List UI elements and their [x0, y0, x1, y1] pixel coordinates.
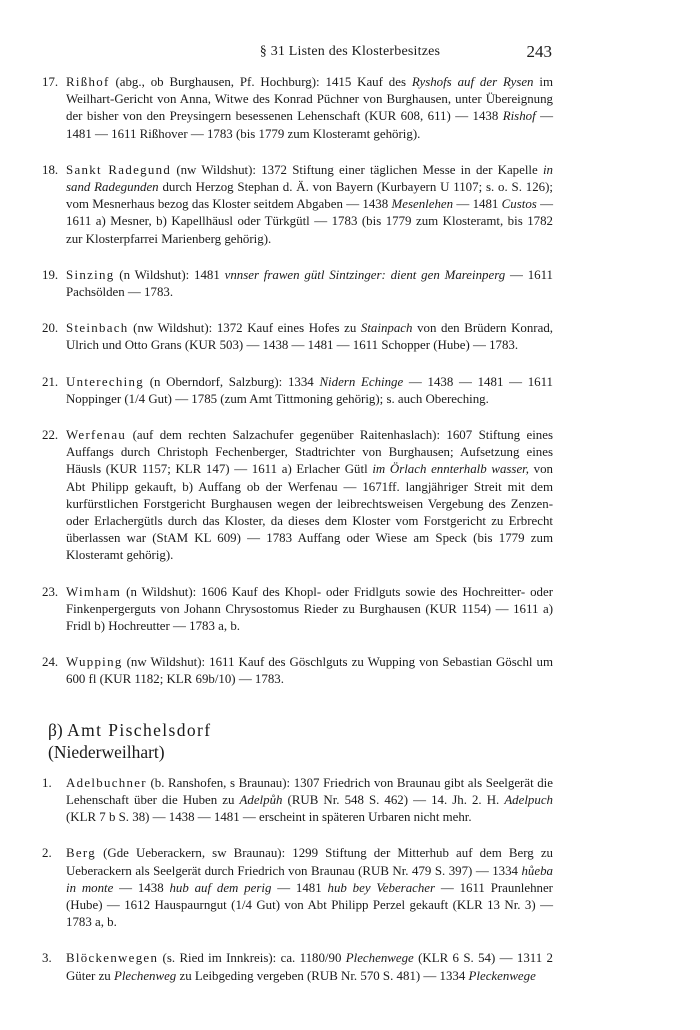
entry-text: zu Leibgeding vergeben (RUB Nr. 570 S. 481) — 1334	[176, 968, 469, 983]
entry-text: — 1611 Praunlehner (Hube) — 1612 Hauspaurngut (1/4 Gut) von Abt Philipp Perzel gekauft (KLR 13 Nr. 3) — 1783 a, b.	[66, 880, 553, 930]
entry-number: 1.	[42, 775, 52, 790]
entry-italic-text: Adelpůh	[239, 792, 283, 807]
list-item	[42, 584, 553, 636]
entry-text: (abg., ob Burghausen, Pf. Hochburg): 1415 Kauf des	[109, 75, 412, 89]
list-item	[42, 845, 553, 931]
entry-place-name: Berg	[66, 846, 97, 861]
entry-italic-text: Ryshofs auf der Rysen	[411, 75, 534, 89]
entry-italic-text: Mesenlehen	[391, 197, 454, 212]
list-item	[42, 427, 553, 565]
list-item	[42, 775, 553, 827]
entry-text: (Gde Ueberackern, sw Braunau): 1299 Stiftung der Mitterhub auf dem Berg zu Ueberackern als Seelgerät durch Friedrich von Braunau (RUB Nr. 479 S. 397) — 1334	[66, 846, 553, 878]
list-item	[42, 654, 553, 688]
entry-place-name: Steinbach	[66, 321, 129, 336]
entry-text: — 1611 a) Mesner, b) Kapellhäusl oder Türkgütl — 1783 (bis 1779 zum Klosteramt, bis 1782 zur Klosterpfarrei Marienberg gehörig).	[66, 197, 553, 246]
entry-text: (auf dem rechten Salzachufer gegenüber Raitenhaslach): 1607 Stiftung eines Auffangs durch Christoph Fechenberger, Stadtrichter von Burghausen; Aufsetzung eines Häusls (KUR 1157; KLR 147) — 1611 a) Erlacher Gütl	[66, 428, 553, 477]
entry-place-name: Sinzing	[66, 267, 115, 282]
entry-italic-text: hůeba in monte	[66, 863, 553, 895]
entry-place-name: Sankt Radegund	[66, 162, 172, 177]
entry-text: — 1481	[271, 880, 328, 895]
entry-place-name: Wupping	[66, 655, 123, 670]
entry-text: — 1481	[453, 197, 502, 212]
entry-list-amt-a	[42, 74, 554, 689]
entry-italic-text: in sand Radegunden	[66, 162, 553, 195]
entry-place-name: Untereching	[66, 374, 145, 389]
list-item	[42, 162, 553, 248]
section-subtitle: (Niederweilhart)	[48, 741, 165, 762]
entry-text: (nw Wildshut): 1372 Stiftung einer täglichen Messe in der Kapelle	[171, 162, 543, 177]
entry-text: (n Oberndorf, Salzburg): 1334	[144, 374, 320, 389]
entry-text: — 1438 — 1481 — 1611 Noppinger (1/4 Gut) — 1785 (zum Amt Tittmoning gehörig); s. auch Obereching.	[66, 374, 554, 406]
entry-place-name: Wimham	[66, 584, 122, 599]
entry-italic-text: Stainpach	[360, 321, 413, 336]
entry-text: (RUB Nr. 548 S. 462) — 14. Jh. 2. H.	[282, 792, 505, 807]
entry-italic-text: Adelpuch	[504, 792, 553, 807]
list-item	[42, 950, 553, 984]
entry-number: 17.	[42, 75, 59, 89]
list-item	[42, 74, 553, 143]
section-title: Amt Pischelsdorf	[67, 719, 212, 740]
entry-italic-text: Custos	[501, 197, 537, 212]
section-letter: β)	[48, 719, 63, 740]
entry-italic-text: vnnser frawen gütl Sintzinger: dient gen Mareinperg	[224, 267, 506, 282]
entry-text: im Weilhart-Gericht von Anna, Witwe des Konrad Püchner von Burghausen, unter Übereignung der bisher von den Preysingern besessenen Lehenschaft (KUR 608, 611) — 1438	[66, 75, 553, 124]
entry-place-name: Werfenau	[66, 428, 127, 443]
entry-italic-text: Plechenwege	[345, 951, 414, 966]
section-heading	[48, 719, 553, 763]
entry-text: — 1481 — 1611 Rißhover — 1783 (bis 1779 zum Klosteramt gehörig).	[66, 109, 553, 141]
entry-text: (nw Wildshut): 1372 Kauf eines Hofes zu	[128, 321, 361, 336]
entry-text: (s. Ried im Innkreis): ca. 1180/90	[158, 951, 346, 966]
entry-italic-text: im Örlach ennterhalb wasser,	[372, 462, 529, 477]
entry-number: 19.	[42, 267, 59, 282]
entry-text: von den Brüdern Konrad, Ulrich und Otto Grans (KUR 503) — 1438 — 1481 — 1611 Schopper (Hube) — 1783.	[66, 321, 553, 353]
entry-italic-text: Plechenweg	[113, 968, 177, 983]
entry-italic-text: Nidern Echinge	[319, 374, 404, 389]
entry-number: 24.	[42, 655, 59, 670]
entry-italic-text: hub bey Veberacher	[327, 880, 436, 895]
page-body	[42, 74, 554, 1004]
entry-italic-text: Pleckenwege	[468, 968, 536, 983]
page-number: 243	[526, 42, 552, 61]
entry-number: 18.	[42, 162, 59, 177]
entry-text: (nw Wildshut): 1611 Kauf des Göschlguts zu Wupping von Sebastian Göschl um 600 fl (KUR 1182; KLR 69b/10) — 1783.	[66, 655, 553, 687]
entry-italic-text: Rishof	[502, 109, 536, 124]
entry-list-amt-pischelsdorf	[42, 775, 553, 985]
entry-place-name: Rißhof	[66, 75, 110, 89]
list-item	[42, 374, 554, 408]
entry-number: 2.	[42, 846, 52, 861]
entry-place-name: Blöckenwegen	[66, 951, 159, 966]
entry-text: (b. Ranshofen, s Braunau): 1307 Friedrich von Braunau gibt als Seelgerät die Lehenschaft über die Huben zu	[66, 775, 553, 807]
entry-number: 21.	[42, 374, 59, 389]
list-item	[42, 320, 553, 354]
entry-text: (KLR 7 b S. 38) — 1438 — 1481 — erscheint in späteren Urbaren nicht mehr.	[66, 810, 472, 825]
entry-number: 23.	[42, 584, 59, 599]
entry-text: — 1438	[113, 880, 170, 895]
entry-number: 20.	[42, 321, 59, 336]
entry-text: (n Wildshut): 1481	[114, 267, 225, 282]
page-header	[0, 42, 700, 64]
list-item	[42, 267, 553, 301]
entry-place-name: Adelbuchner	[66, 775, 147, 790]
entry-text: (KLR 6 S. 54) — 1311 2 Güter zu	[66, 951, 553, 983]
entry-text: durch Herzog Stephan d. Ä. von Bayern (Kurbayern U 1107; s. o. S. 126); vom Mesnerhaus bezog das Kloster seitdem Abgaben — 1438	[66, 180, 553, 212]
entry-italic-text: hub auf dem perig	[169, 880, 272, 895]
running-title: § 31 Listen des Klosterbesitzes	[259, 44, 441, 59]
entry-number: 22.	[42, 428, 59, 443]
entry-text: — 1611 Pachsölden — 1783.	[66, 267, 553, 300]
entry-text: (n Wildshut): 1606 Kauf des Khopl- oder Fridlguts sowie des Hochreitter- oder Finkenpergerguts von Johann Chrysostomus Rieder zu Burghausen (KUR 1154) — 1611 a) Fridl b) Hochreutter — 1783 a, b.	[66, 584, 553, 634]
entry-text: von Abt Philipp gekauft, b) Auffang ob der Werfenau — 1671ff. langjähriger Streit mit dem kurfürstlichen Forstgericht Burghausen wegen der leibrechtsweisen Vergebung des Zenzen- oder Erlachergütls durch das Kloster, da dieses dem Kloster vom Forstgericht zu Erbrecht überlassen war (StAM KL 609) — 1783 Auffang oder Wiese am Speck (bis 1779 zum Klosteramt gehörig).	[66, 462, 553, 563]
entry-number: 3.	[42, 951, 52, 966]
